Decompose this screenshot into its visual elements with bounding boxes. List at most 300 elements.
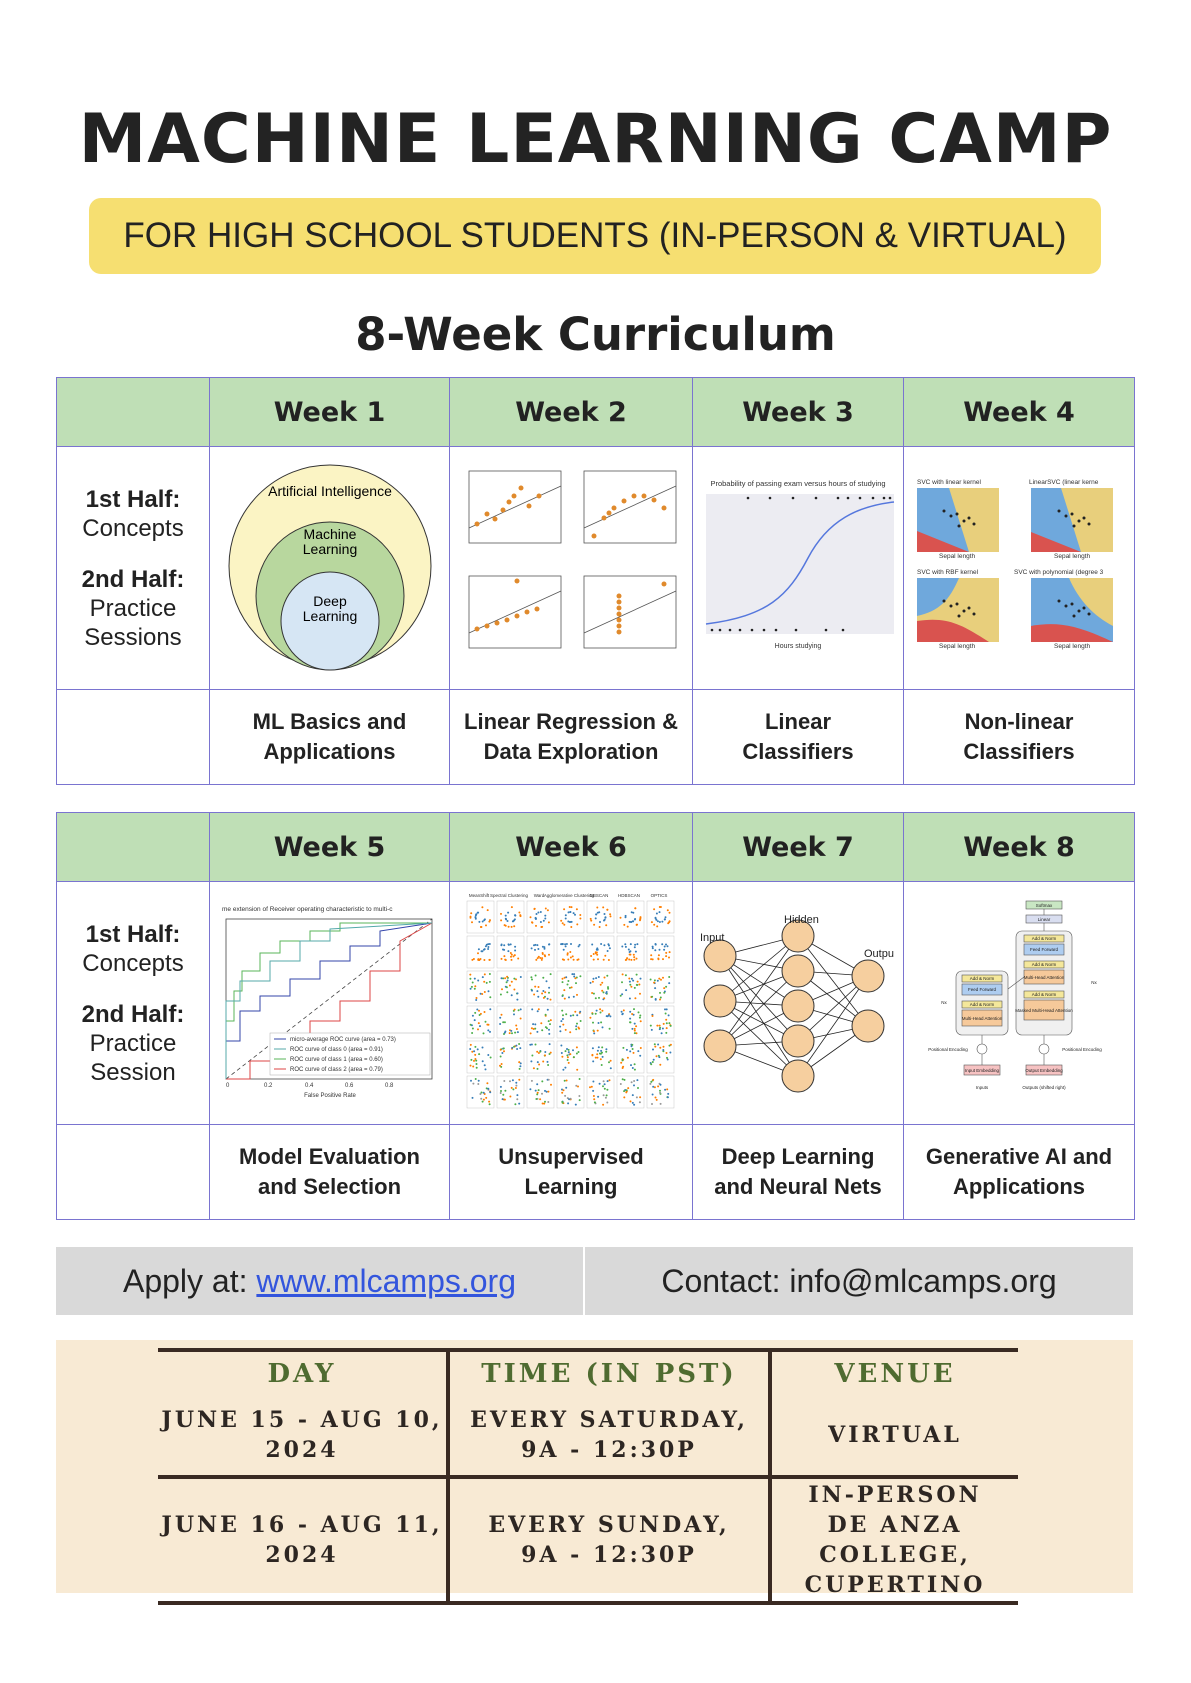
second-half-value: Sessions [84, 623, 182, 651]
cluster-point [635, 1025, 637, 1027]
cluster-point [640, 1020, 642, 1022]
cluster-point [665, 1032, 667, 1034]
week-5-header: Week 5 [210, 813, 450, 882]
cluster-point [562, 994, 564, 996]
cluster-panel [467, 936, 494, 968]
cluster-point [538, 1052, 540, 1054]
cluster-point [632, 920, 634, 922]
svm-kernel-plots [909, 476, 1129, 656]
cluster-point [634, 918, 636, 920]
cluster-point [661, 921, 663, 923]
nn-node [704, 985, 736, 1017]
apply-link[interactable]: www.mlcamps.org [256, 1262, 516, 1299]
cluster-point [665, 1019, 667, 1021]
cluster-point [596, 907, 598, 909]
cluster-point [515, 1045, 517, 1047]
cluster-point [572, 1014, 574, 1016]
cluster-point [478, 948, 480, 950]
week-4-header: Week 4 [904, 378, 1135, 447]
cluster-point [610, 1067, 612, 1069]
cluster-point [659, 1025, 661, 1027]
subtitle-banner [89, 198, 1101, 274]
cluster-point [573, 1056, 575, 1058]
cluster-point [469, 974, 471, 976]
schedule-panel [56, 1340, 1133, 1598]
cluster-point [533, 908, 535, 910]
cluster-point [604, 977, 606, 979]
second-half-label: 2nd Half: [81, 1000, 185, 1028]
cluster-point [664, 919, 666, 921]
cluster-point [663, 987, 665, 989]
cluster-point [485, 924, 487, 926]
cluster-point [515, 1082, 517, 1084]
cluster-point [561, 1092, 563, 1094]
cluster-point [541, 993, 543, 995]
nn-node [704, 1030, 736, 1062]
cluster-point [606, 975, 608, 977]
cluster-point [543, 946, 545, 948]
cluster-point [592, 1022, 594, 1024]
cluster-point [576, 994, 578, 996]
cluster-point [669, 1045, 671, 1047]
cluster-point [563, 924, 565, 926]
cluster-point [652, 1086, 654, 1088]
cluster-point [654, 979, 656, 981]
cluster-point [471, 921, 473, 923]
cluster-point [664, 1089, 666, 1091]
cluster-point [592, 1060, 594, 1062]
cluster-point [572, 1049, 574, 1051]
cluster-point [662, 977, 664, 979]
cluster-point [485, 1021, 487, 1023]
cluster-point [473, 1050, 475, 1052]
cluster-point [621, 981, 623, 983]
cluster-point [537, 1068, 539, 1070]
cluster-point [667, 922, 669, 924]
cluster-point [475, 1078, 477, 1080]
cluster-point [593, 1095, 595, 1097]
roc-legend-entry: ROC curve of class 0 (area = 0.91) [289, 1047, 383, 1053]
cluster-point [608, 959, 610, 961]
cluster-point [658, 1056, 660, 1058]
cluster-point [610, 1060, 612, 1062]
cluster-point [500, 1049, 502, 1051]
transformer-label: Outputs (shifted right) [1022, 1084, 1066, 1090]
cluster-point [624, 1079, 626, 1081]
cluster-point [575, 1085, 577, 1087]
cluster-point [626, 957, 628, 959]
cluster-point [665, 952, 667, 954]
cluster-point [511, 1032, 513, 1034]
week-5-topic: Model Evaluation and Selection [210, 1125, 450, 1220]
cluster-point [514, 1032, 516, 1034]
cluster-point [542, 977, 544, 979]
cluster-point [514, 1009, 516, 1011]
cluster-point [565, 1050, 567, 1052]
cluster-point [600, 1053, 602, 1055]
cluster-point [548, 992, 550, 994]
cluster-point [488, 1024, 490, 1026]
cluster-point [568, 911, 570, 913]
cluster-point [562, 1024, 564, 1026]
cluster-point [634, 1030, 636, 1032]
cluster-point [539, 1098, 541, 1100]
cluster-point [636, 1096, 638, 1098]
cluster-point [654, 1086, 656, 1088]
cluster-point [566, 1080, 568, 1082]
cluster-point [572, 955, 574, 957]
cluster-point [600, 943, 602, 945]
cluster-point [623, 1009, 625, 1011]
cluster-point [601, 982, 603, 984]
contact-email[interactable]: Contact: info@mlcamps.org [661, 1262, 1057, 1299]
schedule-table [158, 1348, 1018, 1605]
cluster-point [504, 1090, 506, 1092]
cluster-point [664, 1008, 666, 1010]
cluster-point [589, 1017, 591, 1019]
cluster-point [603, 1094, 605, 1096]
cluster-point [596, 954, 598, 956]
cluster-point [545, 908, 547, 910]
cluster-point [634, 1028, 636, 1030]
cluster-point [514, 1103, 516, 1105]
cluster-point [513, 978, 515, 980]
cluster-point [518, 1103, 520, 1105]
cluster-point [650, 979, 652, 981]
cluster-point [605, 1097, 607, 1099]
cluster-point [537, 1061, 539, 1063]
cluster-point [485, 1097, 487, 1099]
cluster-point [532, 1023, 534, 1025]
cluster-point [640, 978, 642, 980]
cluster-point [507, 980, 509, 982]
cluster-point [516, 1094, 518, 1096]
cluster-point [564, 998, 566, 1000]
cluster-point [563, 1089, 565, 1091]
cluster-point [483, 959, 485, 961]
schedule-header-day: DAY [267, 1359, 337, 1389]
cluster-point [500, 919, 502, 921]
cluster-point [566, 1048, 568, 1050]
cluster-panel [497, 936, 524, 968]
cluster-point [512, 1088, 514, 1090]
cluster-point [654, 987, 656, 989]
cluster-point [474, 1012, 476, 1014]
cluster-point [660, 1084, 662, 1086]
cluster-point [535, 918, 537, 920]
cluster-point [623, 1090, 625, 1092]
cluster-point [640, 916, 642, 918]
cluster-point [560, 1045, 562, 1047]
cluster-point [670, 1025, 672, 1027]
cluster-point [503, 1047, 505, 1049]
cluster-point [631, 1081, 633, 1083]
cluster-point [650, 1063, 652, 1065]
cluster-point [489, 1031, 491, 1033]
cluster-point [559, 1030, 561, 1032]
cluster-point [548, 1029, 550, 1031]
cluster-point [478, 1010, 480, 1012]
cluster-point [536, 990, 538, 992]
first-half-label: 1st Half: [85, 920, 181, 948]
cluster-point [570, 943, 572, 945]
transformer-label: Nx [1091, 979, 1097, 985]
header-blank-cell [57, 378, 210, 447]
transformer-label: Input Embedding [964, 1067, 1000, 1073]
cluster-point [475, 916, 477, 918]
cluster-point [504, 924, 506, 926]
cluster-point [501, 1063, 503, 1065]
cluster-point [629, 998, 631, 1000]
cluster-point [562, 1014, 564, 1016]
nn-node [782, 1025, 814, 1057]
cluster-point [663, 992, 665, 994]
cluster-point [533, 1067, 535, 1069]
cluster-point [576, 923, 578, 925]
cluster-point [514, 915, 516, 917]
cluster-point [538, 1089, 540, 1091]
cluster-point [593, 959, 595, 961]
week-2-header: Week 2 [450, 378, 693, 447]
page-title: MACHINE LEARNING CAMP [78, 100, 1113, 179]
cluster-point [631, 1044, 633, 1046]
cluster-point [474, 978, 476, 980]
cluster-point [478, 959, 480, 961]
cluster-point [520, 1008, 522, 1010]
cluster-point [606, 909, 608, 911]
cluster-point [626, 1049, 628, 1051]
cluster-point [503, 955, 505, 957]
cluster-point [502, 1098, 504, 1100]
cluster-point [535, 959, 537, 961]
cluster-point [533, 994, 535, 996]
cluster-point [508, 944, 510, 946]
cluster-point [544, 1051, 546, 1053]
cluster-point [541, 1080, 543, 1082]
cluster-point [575, 982, 577, 984]
cluster-point [482, 976, 484, 978]
cluster-point [662, 958, 664, 960]
cluster-point [609, 947, 611, 949]
cluster-point [482, 1060, 484, 1062]
cluster-point [529, 1088, 531, 1090]
cluster-point [533, 944, 535, 946]
cluster-point [519, 1065, 521, 1067]
cluster-point [489, 1091, 491, 1093]
cluster-point [630, 986, 632, 988]
cluster-point [472, 1028, 474, 1030]
cluster-point [478, 1022, 480, 1024]
topic-blank-cell [57, 690, 210, 785]
cluster-point [576, 1069, 578, 1071]
cluster-point [667, 1096, 669, 1098]
cluster-point [576, 1023, 578, 1025]
cluster-point [542, 990, 544, 992]
cluster-point [531, 1008, 533, 1010]
cluster-point [592, 1013, 594, 1015]
cluster-point [636, 974, 638, 976]
cluster-point [548, 921, 550, 923]
cluster-point [487, 1054, 489, 1056]
cluster-point [570, 1098, 572, 1100]
cluster-point [561, 1010, 563, 1012]
cluster-panel [527, 1041, 554, 1073]
cluster-point [579, 918, 581, 920]
cluster-point [659, 949, 661, 951]
cluster-point [629, 984, 631, 986]
cluster-point [563, 908, 565, 910]
cluster-point [639, 1015, 641, 1017]
cluster-point [622, 1047, 624, 1049]
cluster-point [597, 958, 599, 960]
cluster-point [573, 912, 575, 914]
roc-legend-entry: ROC curve of class 2 (area = 0.79) [289, 1067, 383, 1073]
cluster-point [592, 1081, 594, 1083]
clustering-comparison-grid [465, 891, 677, 1111]
cluster-point [571, 986, 573, 988]
cluster-point [633, 1008, 635, 1010]
cluster-point [660, 1103, 662, 1105]
cluster-point [669, 912, 671, 914]
cluster-point [486, 982, 488, 984]
week-3-header: Week 3 [693, 378, 904, 447]
cluster-point [502, 1021, 504, 1023]
cluster-point [566, 943, 568, 945]
cluster-point [520, 1018, 522, 1020]
cluster-point [562, 981, 564, 983]
cluster-point [516, 999, 518, 1001]
svc-x-label: Sepal length [1054, 553, 1091, 560]
svc-x-label: Sepal length [1054, 643, 1091, 650]
cluster-point [564, 1095, 566, 1097]
cluster-point [576, 1014, 578, 1016]
cluster-point [536, 913, 538, 915]
cluster-point [470, 912, 472, 914]
cluster-point [607, 950, 609, 952]
cluster-point [625, 946, 627, 948]
cluster-point [637, 1087, 639, 1089]
cluster-point [472, 1066, 474, 1068]
cluster-point [501, 977, 503, 979]
schedule-day: JUNE 16 - AUG 11, 2024 [158, 1477, 448, 1603]
cluster-point [629, 1018, 631, 1020]
week-1-header: Week 1 [210, 378, 450, 447]
cluster-point [534, 1023, 536, 1025]
cluster-point [509, 985, 511, 987]
cluster-method-label: Ward [533, 893, 545, 898]
cluster-point [501, 1052, 503, 1054]
cluster-point [563, 989, 565, 991]
cluster-point [471, 986, 473, 988]
cluster-point [576, 959, 578, 961]
cluster-point [626, 1089, 628, 1091]
cluster-point [487, 909, 489, 911]
cluster-point [604, 1088, 606, 1090]
cluster-point [625, 916, 627, 918]
cluster-point [488, 1101, 490, 1103]
cluster-point [481, 1092, 483, 1094]
cluster-point [489, 996, 491, 998]
cluster-point [543, 997, 545, 999]
second-half-value: Practice [89, 594, 177, 622]
cluster-point [605, 992, 607, 994]
nn-input-label: Input [700, 932, 725, 944]
roc-legend-entry: ROC curve of class 1 (area = 0.60) [289, 1057, 383, 1063]
cluster-point [473, 1060, 475, 1062]
cluster-point [561, 1052, 563, 1054]
cluster-point [666, 1052, 668, 1054]
cluster-point [570, 957, 572, 959]
cluster-point [515, 1085, 517, 1087]
cluster-point [653, 908, 655, 910]
cluster-point [560, 943, 562, 945]
cluster-point [631, 1013, 633, 1015]
cluster-point [592, 1047, 594, 1049]
illustration-row [57, 882, 1135, 1125]
cluster-point [666, 1088, 668, 1090]
cluster-point [629, 981, 631, 983]
cluster-point [656, 1055, 658, 1057]
second-half-label: 2nd Half: [81, 565, 185, 593]
cluster-point [602, 1104, 604, 1106]
transformer-label: Add & Norm [1031, 961, 1057, 967]
week-3-topic: Linear Classifiers [693, 690, 904, 785]
cluster-point [575, 1028, 577, 1030]
cluster-point [659, 999, 661, 1001]
cluster-point [599, 1083, 601, 1085]
cluster-point [658, 978, 660, 980]
cluster-point [499, 1065, 501, 1067]
schedule-time: EVERY SUNDAY, 9A - 12:30P [448, 1477, 770, 1603]
cluster-point [602, 1056, 604, 1058]
cluster-point [484, 973, 486, 975]
cluster-point [604, 913, 606, 915]
cluster-point [657, 920, 659, 922]
roc-legend-entry: micro-average ROC curve (area = 0.73) [289, 1037, 396, 1043]
cluster-point [480, 926, 482, 928]
cluster-point [541, 959, 543, 961]
cluster-point [540, 911, 542, 913]
cluster-point [565, 1087, 567, 1089]
cluster-point [542, 1103, 544, 1105]
cluster-point [600, 984, 602, 986]
roc-x-tick: 0 [225, 1083, 229, 1089]
cluster-point [657, 1044, 659, 1046]
cluster-point [579, 1011, 581, 1013]
cluster-point [472, 1083, 474, 1085]
cluster-point [541, 1093, 543, 1095]
cluster-point [514, 950, 516, 952]
cluster-point [531, 921, 533, 923]
cluster-point [630, 921, 632, 923]
cluster-point [565, 1013, 567, 1015]
cluster-point [514, 918, 516, 920]
cluster-point [567, 980, 569, 982]
cluster-point [516, 1028, 518, 1030]
cluster-point [578, 1095, 580, 1097]
cluster-point [609, 1079, 611, 1081]
cluster-point [474, 988, 476, 990]
week-3-illustration [693, 447, 904, 690]
cluster-point [518, 1079, 520, 1081]
contact-bar [56, 1247, 1133, 1315]
cluster-point [573, 996, 575, 998]
cluster-point [509, 1080, 511, 1082]
cluster-point [531, 1055, 533, 1057]
cluster-point [562, 1069, 564, 1071]
transformer-label: Multi-Head Attention [961, 1015, 1003, 1021]
cluster-point [512, 1079, 514, 1081]
